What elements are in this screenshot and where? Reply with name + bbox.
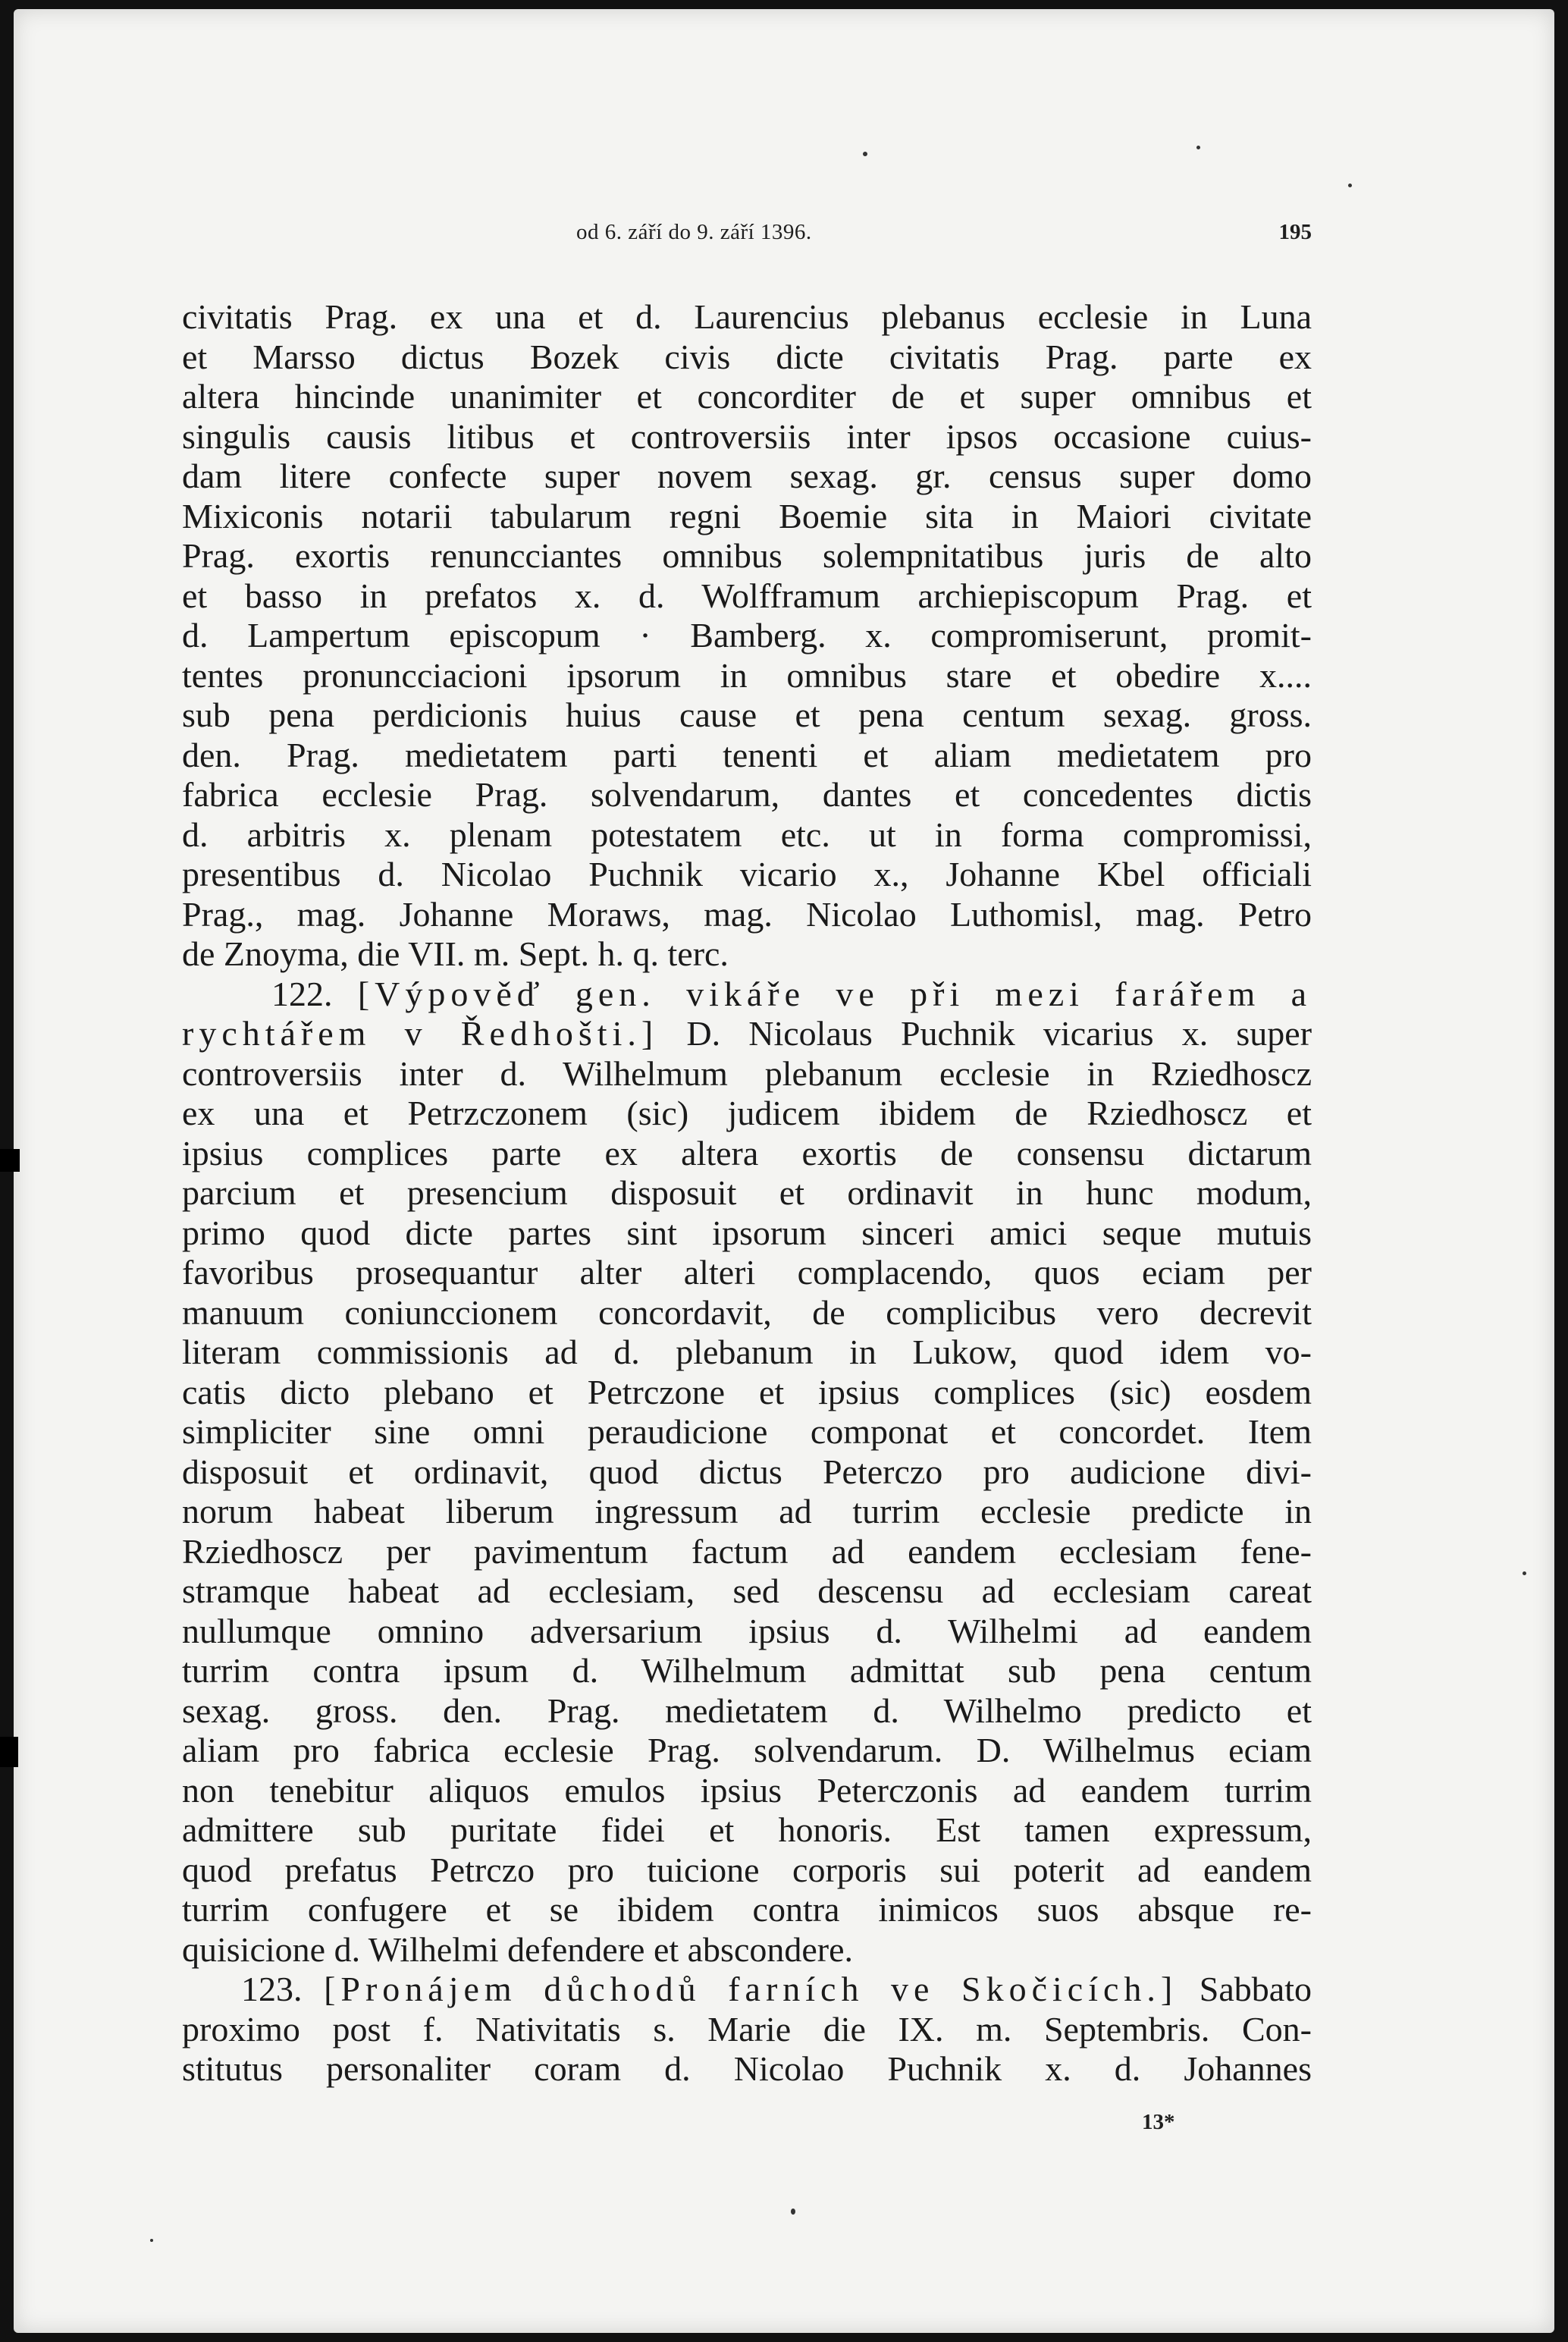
text-line: simpliciter sine omni peraudicione componat et concordet. Item [182, 1412, 1312, 1451]
entry-text: D. Nicolaus Puchnik vicarius x. super [686, 1014, 1312, 1053]
text-line: disposuit et ordinavit, quod dictus Peterczo pro audicione divi- [182, 1452, 1312, 1491]
text-line: dam litere confecte super novem sexag. gr. census super domo [182, 457, 1312, 495]
entry-heading-part2: rychtářem v Ředhošti.] [182, 1014, 659, 1053]
text-line: d. Lampertum episcopum · Bamberg. x. compromiserunt, promit- [182, 616, 1312, 655]
text-line: d. arbitris x. plenam potestatem etc. ut in forma compromissi, [182, 815, 1312, 854]
edge-mark [0, 1737, 18, 1767]
text-line: stramque habeat ad ecclesiam, sed descensu ad ecclesiam careat [182, 1571, 1312, 1610]
body-text [182, 297, 1312, 2089]
text-line: sub pena perdicionis huius cause et pena centum sexag. gross. [182, 695, 1312, 734]
text-line: quisicione d. Wilhelmi defendere et abscondere. [182, 1929, 854, 1969]
text-line: nullumque omnino adversarium ipsius d. Wilhelmi ad eandem [182, 1611, 1312, 1650]
text-line: favoribus prosequantur alter alteri complacendo, quos eciam per [182, 1253, 1312, 1292]
speck [863, 152, 867, 156]
text-line: turrim contra ipsum d. Wilhelmum admittat sub pena centum [182, 1651, 1312, 1690]
text-line: sexag. gross. den. Prag. medietatem d. Wilhelmo predicto et [182, 1691, 1312, 1730]
text-line: stitutus personaliter coram d. Nicolao Puchnik x. d. Johannes [182, 2049, 1312, 2088]
text-line: admittere sub puritate fidei et honoris. Est tamen expressum, [182, 1810, 1312, 1849]
speck [1523, 1571, 1526, 1575]
signature-mark: 13* [1142, 2110, 1175, 2134]
text-line: norum habeat liberum ingressum ad turrim ecclesie predicte in [182, 1492, 1312, 1530]
entry-123-heading [182, 1970, 1312, 2010]
text-line: presentibus d. Nicolao Puchnik vicario x., Johanne Kbel officiali [182, 855, 1312, 893]
text-line: catis dicto plebano et Petrczone et ipsius complices (sic) eosdem [182, 1372, 1312, 1411]
text-line: Prag. exortis renuncciantes omnibus solempnitatibus juris de alto [182, 536, 1312, 575]
text-line: ex una et Petrzczonem (sic) judicem ibidem de Rziedhoscz et [182, 1094, 1312, 1132]
entry-number: 122. [271, 974, 333, 1013]
text-line: fabrica ecclesie Prag. solvendarum, dantes et concedentes dictis [182, 775, 1312, 814]
text-line: proximo post f. Nativitatis s. Marie die IX. m. Septembris. Con- [182, 2009, 1312, 2048]
text-line: non tenebitur aliquos emulos ipsius Peterczonis ad eandem turrim [182, 1770, 1312, 1810]
text-line: et Marsso dictus Bozek civis dicte civitatis Prag. parte ex [182, 337, 1312, 376]
running-header [182, 220, 1312, 250]
text-line: primo quod dicte partes sint ipsorum sinceri amici seque mutuis [182, 1213, 1312, 1252]
text-line: manuum coniunccionem concordavit, de complicibus vero decrevit [182, 1292, 1312, 1332]
entry-122-heading [182, 975, 1312, 1015]
speck [1196, 146, 1200, 149]
text-line: Prag., mag. Johanne Moraws, mag. Nicolao Luthomisl, mag. Petro [182, 894, 1312, 934]
text-line: ipsius complices parte ex altera exortis de consensu dictarum [182, 1133, 1312, 1173]
text-line: literam commissionis ad d. plebanum in Lukow, quod idem vo- [182, 1333, 1312, 1371]
speck [150, 2239, 153, 2242]
text-line: altera hincinde unanimiter et concorditer de et super omnibus et [182, 377, 1312, 416]
entry-122-heading-cont [182, 1014, 1312, 1054]
speck [1348, 184, 1352, 187]
text-line: parcium et presencium disposuit et ordinavit in hunc modum, [182, 1173, 1312, 1212]
text-line: et basso in prefatos x. d. Wolfframum archiepiscopum Prag. et [182, 576, 1312, 615]
text-line: Rziedhoscz per pavimentum factum ad eandem ecclesiam fene- [182, 1531, 1312, 1571]
text-line: aliam pro fabrica ecclesie Prag. solvendarum. D. Wilhelmus eciam [182, 1731, 1312, 1769]
text-line: civitatis Prag. ex una et d. Laurencius plebanus ecclesie in Luna [182, 297, 1312, 336]
entry-heading: [Pronájem důchodů farních ve Skočicích.] [324, 1970, 1178, 2008]
entry-number: 123. [241, 1970, 303, 2008]
text-line: tentes pronuncciacioni ipsorum in omnibus stare et obedire x.... [182, 655, 1312, 695]
text-line: singulis causis litibus et controversiis inter ipsos occasione cuius- [182, 416, 1312, 456]
page-number: 195 [1278, 220, 1312, 244]
text-line: controversiis inter d. Wilhelmum plebanum ecclesie in Rziedhoscz [182, 1053, 1312, 1093]
text-line: turrim confugere et se ibidem contra inimicos suos absque re- [182, 1890, 1312, 1929]
entry-text: Sabbato [1199, 1970, 1312, 2008]
edge-mark [0, 1149, 20, 1172]
text-line: de Znoyma, die VII. m. Sept. h. q. terc. [182, 934, 729, 973]
text-line: den. Prag. medietatem parti tenenti et aliam medietatem pro [182, 735, 1312, 774]
header-title: od 6. září do 9. září 1396. [576, 220, 812, 244]
text-line: quod prefatus Petrczo pro tuicione corporis sui poterit ad eandem [182, 1850, 1312, 1889]
speck [791, 2209, 795, 2215]
entry-heading-part1: [Výpověď gen. vikáře ve při mezi farářem a [357, 974, 1312, 1013]
text-line: Mixiconis notarii tabularum regni Boemie sita in Maiori civitate [182, 496, 1312, 535]
